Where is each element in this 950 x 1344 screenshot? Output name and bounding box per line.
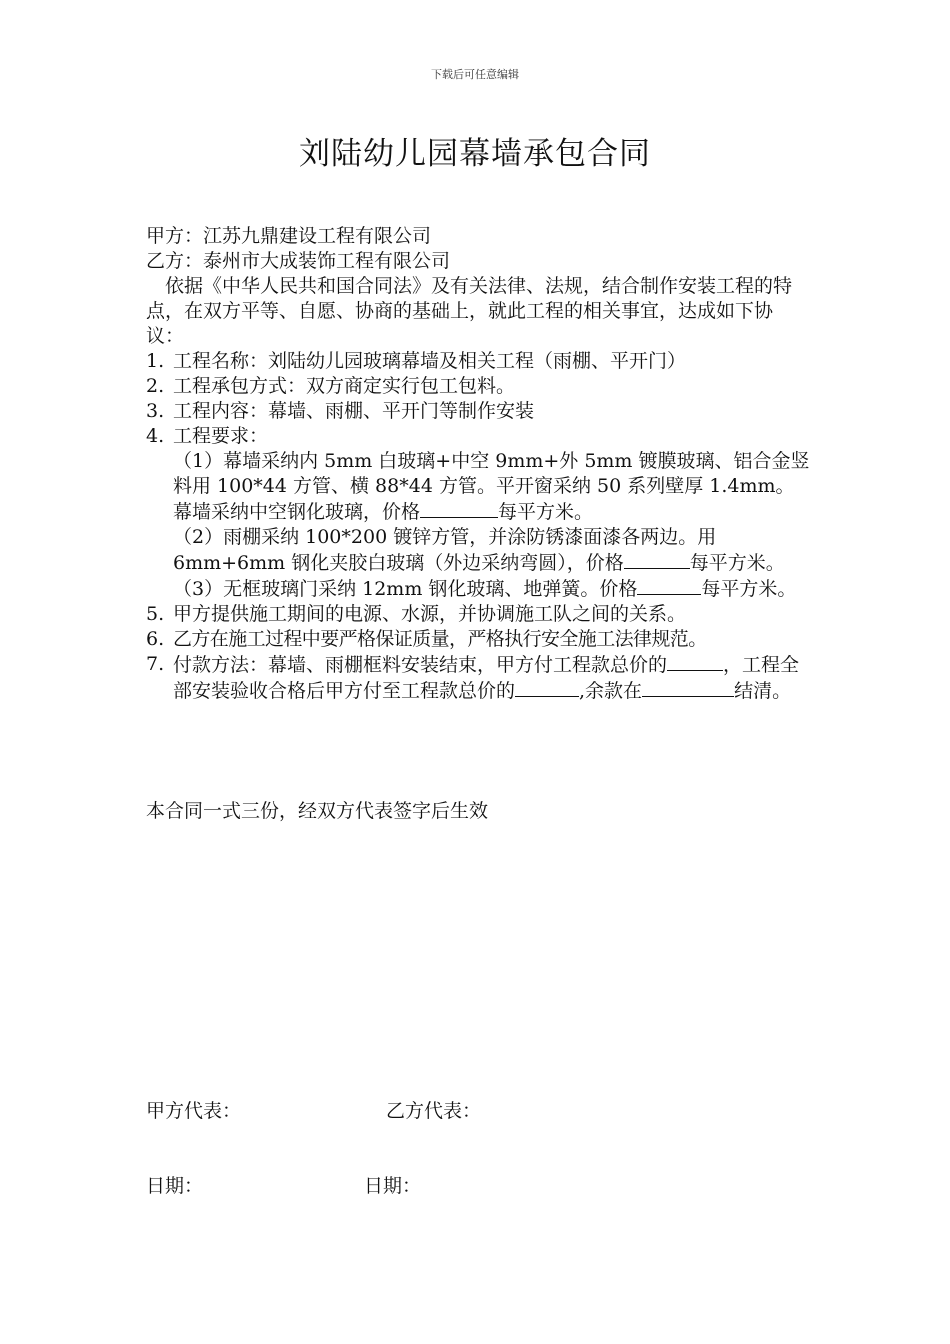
clause-text: 工程承包方式：双方商定实行包工包料。 — [173, 375, 516, 397]
requirement-1 — [173, 449, 810, 525]
price-blank — [420, 499, 498, 518]
party-b-representative: 乙方代表： — [386, 1100, 482, 1122]
percent-blank — [667, 652, 723, 671]
requirement-2-unit: 每平方米。 — [689, 552, 785, 574]
requirement-1-text: （1）幕墙采纳内 5mm 白玻璃+中空 9mm+外 5mm 镀膜玻璃、铝合金竖料用 100*44 方管、横 88*44 方管。平开窗采纳 50 系列壁厚 1.4mm。幕墙采纳中空钢化玻璃，价格 — [173, 450, 810, 523]
date-blank — [642, 678, 734, 697]
party-a-date: 日期： — [146, 1175, 204, 1197]
contract-body — [146, 224, 810, 704]
requirement-2 — [173, 525, 810, 576]
party-b-date: 日期： — [364, 1175, 422, 1197]
percent-blank — [515, 678, 579, 697]
header-note: 下载后可任意编辑 — [431, 68, 519, 81]
party-a: 甲方：江苏九鼎建设工程有限公司 — [146, 225, 432, 247]
clause-number: 3. — [146, 400, 165, 422]
clause-number: 5. — [146, 603, 165, 625]
clause-item — [146, 627, 810, 652]
clause-item — [146, 652, 810, 704]
clause-number: 4. — [146, 425, 165, 447]
clause-item — [146, 349, 810, 374]
payment-text-2: ，工程全部安装验收合格后甲方付至工程款总价的 — [173, 654, 800, 702]
document-title: 刘陆幼儿园幕墙承包合同 — [299, 136, 651, 172]
party-a-representative: 甲方代表： — [146, 1100, 242, 1122]
price-blank — [637, 576, 701, 595]
clause-text: 工程要求： — [173, 425, 269, 447]
party-b: 乙方：泰州市大成装饰工程有限公司 — [146, 250, 451, 272]
clause-item — [146, 602, 810, 627]
clause-number: 6. — [146, 628, 165, 650]
clause-text: 工程内容：幕墙、雨棚、平开门等制作安装 — [173, 400, 535, 422]
requirement-3-text: （3）无框玻璃门采纳 12mm 钢化玻璃、地弹簧。价格 — [173, 578, 638, 600]
payment-text-1: 付款方法：幕墙、雨棚框料安装结束，甲方付工程款总价的 — [173, 654, 668, 676]
preamble: 依据《中华人民共和国合同法》及有关法律、法规，结合制作安装工程的特点，在双方平等、自愿、协商的基础上，就此工程的相关事宜，达成如下协议： — [146, 275, 793, 347]
price-blank — [624, 550, 690, 569]
clause-text: 甲方提供施工期间的电源、水源，并协调施工队之间的关系。 — [173, 603, 687, 625]
clause-number: 1. — [146, 350, 165, 372]
requirement-2-text: （2）雨棚采纳 100*200 镀锌方管，并涂防锈漆面漆各两边。用 6mm+6mm 钢化夹胶白玻璃（外边采纳弯圆），价格 — [173, 526, 717, 574]
clause-number: 7. — [146, 653, 165, 675]
closing-statement: 本合同一式三份，经双方代表签字后生效 — [146, 800, 489, 822]
clause-item — [146, 399, 810, 424]
requirement-3-unit: 每平方米。 — [701, 578, 797, 600]
clause-number: 2. — [146, 375, 165, 397]
requirement-3 — [173, 576, 810, 602]
requirement-1-unit: 每平方米。 — [498, 501, 594, 523]
clause-text: 工程名称：刘陆幼儿园玻璃幕墙及相关工程（雨棚、平开门） — [173, 350, 687, 372]
clause-list — [146, 349, 810, 704]
clause-item — [146, 374, 810, 399]
payment-text-3: ,余款在 — [579, 680, 643, 702]
clause-text: 乙方在施工过程中要严格保证质量，严格执行安全施工法律规范。 — [173, 628, 707, 650]
payment-text-4: 结清。 — [734, 680, 792, 702]
clause-item — [146, 424, 810, 602]
